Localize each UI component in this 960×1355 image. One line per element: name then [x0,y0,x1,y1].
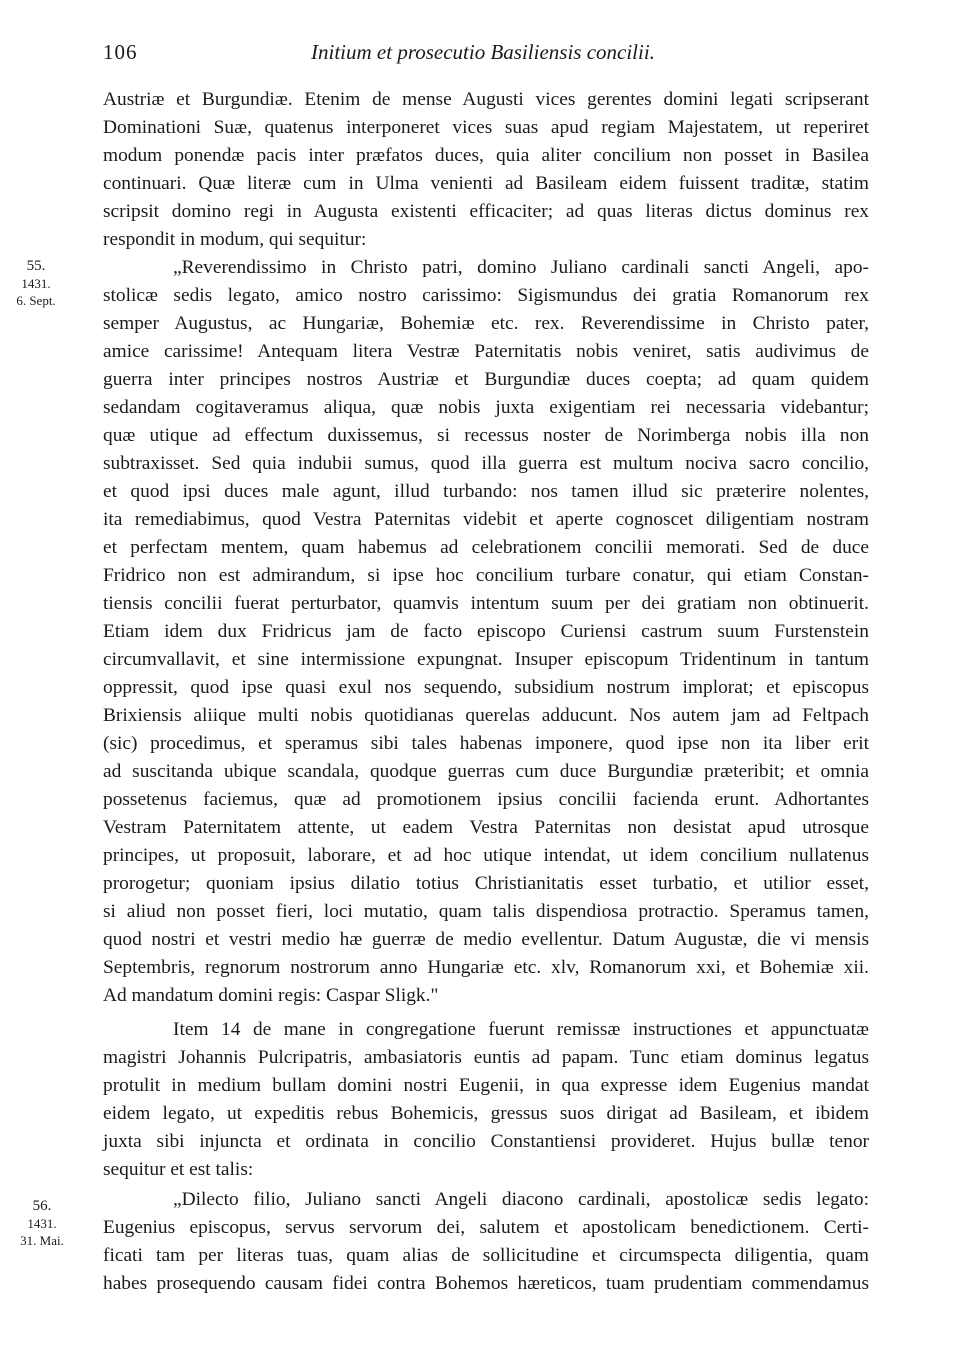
margin-note-date: 31. Mai. [20,1233,64,1248]
text-line: quæ utique ad effectum duxissemus, si recessus noster de Norimberga nobis illa non [103,425,869,446]
text-line: tiensis concilii fuerat perturbator, quamvis intentum suum per dei gratiam non obtinuerit. [103,593,869,614]
text-line: Dominationi Suæ, quatenus interponeret vices suas apud regiam Majestatem, ut reperiret [103,117,869,138]
text-line: modum ponendæ pacis inter præfatos duces, quia aliter concilium non posset in Basilea [103,145,869,166]
margin-note-number: 55. [26,258,46,274]
text-line: habes prosequendo causam fidei contra Bohemos hæreticos, tuam prudentiam commendamus [103,1273,869,1294]
text-line: principes, ut proposuit, laborare, et ad hoc utique intendat, ut idem concilium nullatenus [103,845,869,866]
page-number: 106 [103,40,138,64]
paragraph-bull-eugenius [103,1186,869,1298]
page-header [103,40,873,72]
text-line: ita remediabimus, quod Vestra Paternitas videbit et aperte cognoscet diligentiam nostram [103,509,869,530]
paragraph-item-14 [103,1016,869,1184]
text-line: semper Augustus, ac Hungariæ, Bohemiæ etc. rex. Reverendissime in Christo pater, [103,313,869,334]
text-line: Ad mandatum domini regis: Caspar Sligk." [103,985,439,1006]
text-line: Vestram Paternitatem attente, ut eadem Vestra Paternitas non desistat apud utrosque [103,817,869,838]
margin-note-number: 56. [32,1198,52,1214]
text-line: magistri Johannis Pulcripatris, ambasiatoris euntis ad papam. Tunc etiam dominus legatus [103,1047,869,1068]
text-line: subtraxisset. Sed quia indubii sumus, quod illa guerra est multum nociva sacro concilio, [103,453,869,474]
text-line: „Reverendissimo in Christo patri, domino Juliano cardinali sancti Angeli, apo- [173,257,869,278]
text-line: eidem legato, ut expeditis rebus Bohemicis, gressus suos dirigat ad Basileam, et ibidem [103,1103,869,1124]
margin-note-year: 1431. [21,276,51,291]
text-line: sequitur et est talis: [103,1159,254,1180]
text-line: scripsit domino regi in Augusta existenti efficaciter; ad quas literas dictus dominus rex [103,201,869,222]
text-line: et quod ipsi duces male agunt, illud turbando: nos tamen illud sic præterire nolentes, [103,481,869,502]
text-line: Fridrico non est admirandum, si ipse hoc concilium turbare conatur, qui etiam Constan- [103,565,869,586]
margin-note-56 [6,1198,78,1249]
text-line: ficati tam per literas tuas, quam alias de sollicitudine et circumspecta diligentia, quam [103,1245,869,1266]
text-line: si aliud non posset fieri, loci mutatio, quam talis dispendiosa protractio. Speramus tamen, [103,901,869,922]
text-line: oppressit, quod ipse quasi exul nos sequendo, subsidium nostrum implorat; et episcopus [103,677,869,698]
text-line: Item 14 de mane in congregatione fuerunt remissæ instructiones et appunctuatæ [173,1019,869,1040]
text-line: stolicæ sedis legato, amico nostro carissimo: Sigismundus dei gratia Romanorum rex [103,285,869,306]
margin-note-date: 6. Sept. [16,293,56,308]
text-line: guerra inter principes nostros Austriæ et Burgundiæ duces coepta; ad quam quidem [103,369,869,390]
text-line: amice carissime! Antequam litera Vestræ Paternitatis nobis veniret, satis audivimus de [103,341,869,362]
text-line: Austriæ et Burgundiæ. Etenim de mense Augusti vices gerentes domini legati scripserant [103,89,869,110]
text-line: respondit in modum, qui sequitur: [103,229,367,250]
text-line: ad suscitanda ubique scandala, quodque guerras cum duce Burgundiæ præteribit; et omnia [103,761,869,782]
text-line: sedandam cogitaveramus aliqua, quæ nobis juxta exigentiam rei necessaria videbantur; [103,397,869,418]
running-title: Initium et prosecutio Basiliensis concilii. [311,40,655,64]
text-line: et perfectam mentem, quam habemus ad celebrationem concilii memorati. Sed de duce [103,537,869,558]
text-line: Septembris, regnorum nostrorum anno Hungariæ etc. xlv, Romanorum xxi, et Bohemiæ xii. [103,957,869,978]
text-line: juxta sibi injuncta et ordinata in concilio Constantiensi provideret. Hujus bullæ tenor [103,1131,869,1152]
text-line: protulit in medium bullam domini nostri Eugenii, in qua expresse idem Eugenius mandat [103,1075,869,1096]
text-line: prorogetur; quoniam ipsius dilatio totius Christianitatis esset turbatio, et utilior esset, [103,873,869,894]
text-line: circumvallavit, et sine intermissione expungnat. Insuper episcopum Tridentinum in tantum [103,649,869,670]
paragraph-letter-sigismund [103,86,869,1010]
text-line: Etiam idem dux Fridricus jam de facto episcopo Curiensi castrum suum Furstenstein [103,621,869,642]
text-line: quod nostri et vestri medio hæ guerræ de medio evellentur. Datum Augustæ, die vi mensis [103,929,869,950]
text-line: Brixiensis aliique multi nobis quotidianas querelas adducunt. Nos autem jam ad Feltpach [103,705,869,726]
text-line: continuari. Quæ literæ cum in Ulma venienti ad Basileam eidem fuissent traditæ, statim [103,173,869,194]
margin-note-55 [0,258,72,309]
text-line: „Dilecto filio, Juliano sancti Angeli diacono cardinali, apostolicæ sedis legato: [173,1189,869,1210]
text-line: (sic) procedimus, et speramus sibi tales habenas imponere, quod ipse non ita liber erit [103,733,869,754]
text-line: Eugenius episcopus, servus servorum dei, salutem et apostolicam benedictionem. Certi- [103,1217,869,1238]
margin-note-year: 1431. [27,1216,57,1231]
text-line: possetenus faciemus, quæ ad promotionem ipsius concilii facienda erunt. Adhortantes [103,789,869,810]
